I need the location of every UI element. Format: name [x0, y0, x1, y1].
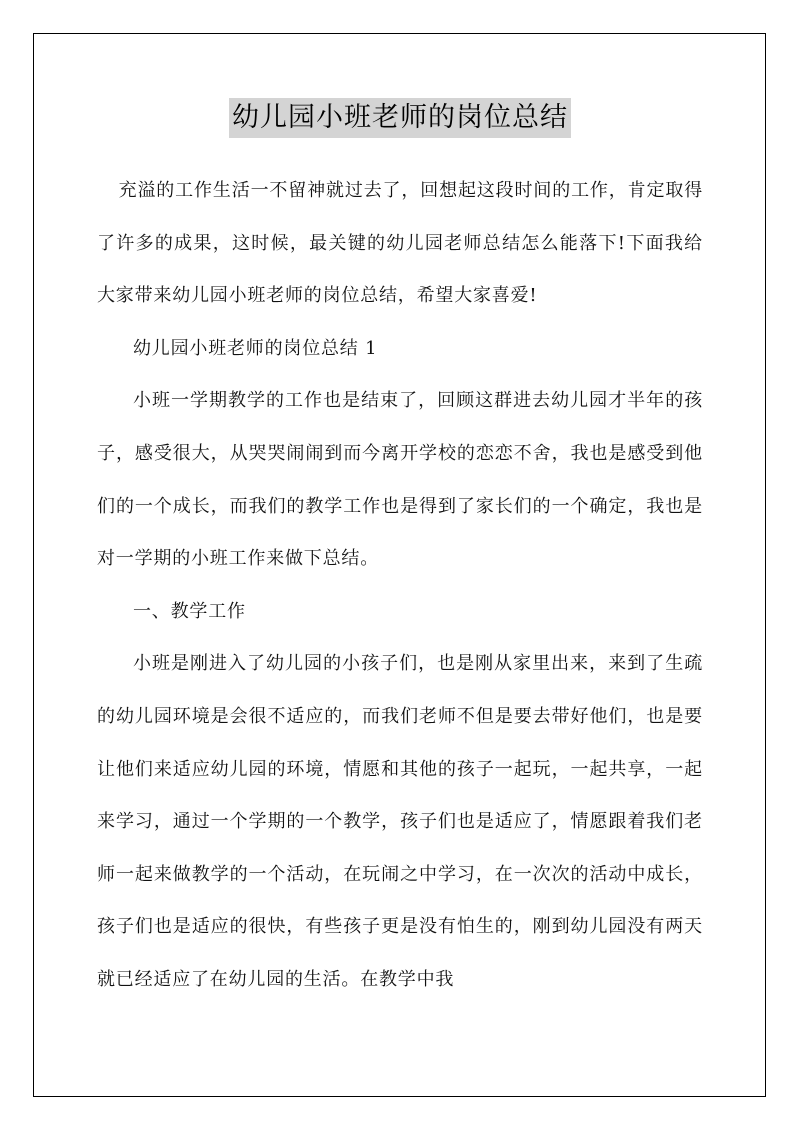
body-paragraph-1: 小班一学期教学的工作也是结束了，回顾这群进去幼儿园才半年的孩子，感受很大，从哭哭闹闹到而今离开学校的恋恋不舍，我也是感受到他们的一个成长，而我们的教学工作也是得到了家长们的一个确定，我也是对一学期的小班工作来做下总结。	[97, 390, 703, 570]
title-container	[0, 98, 800, 138]
document-body	[97, 165, 703, 1007]
intro-paragraph: 充溢的工作生活一不留神就过去了，回想起这段时间的工作，肯定取得了许多的成果，这时候，最关键的幼儿园老师总结怎么能落下!下面我给大家带来幼儿园小班老师的岗位总结，希望大家喜爱!	[97, 180, 703, 307]
subsection-heading-teaching: 一、教学工作	[133, 600, 246, 622]
section-heading-1: 幼儿园小班老师的岗位总结 1	[133, 337, 378, 359]
body-paragraph-2: 小班是刚进入了幼儿园的小孩子们，也是刚从家里出来，来到了生疏的幼儿园环境是会很不适应的，而我们老师不但是要去带好他们，也是要让他们来适应幼儿园的环境，情愿和其他的孩子一起玩，一起共享，一起来学习，通过一个学期的一个教学，孩子们也是适应了，情愿跟着我们老师一起来做教学的一个活动，在玩闹之中学习，在一次次的活动中成长，孩子们也是适应的很快，有些孩子更是没有怕生的，刚到幼儿园没有两天就已经适应了在幼儿园的生活。在教学中我	[97, 653, 703, 990]
document-title: 幼儿园小班老师的岗位总结	[229, 98, 571, 138]
